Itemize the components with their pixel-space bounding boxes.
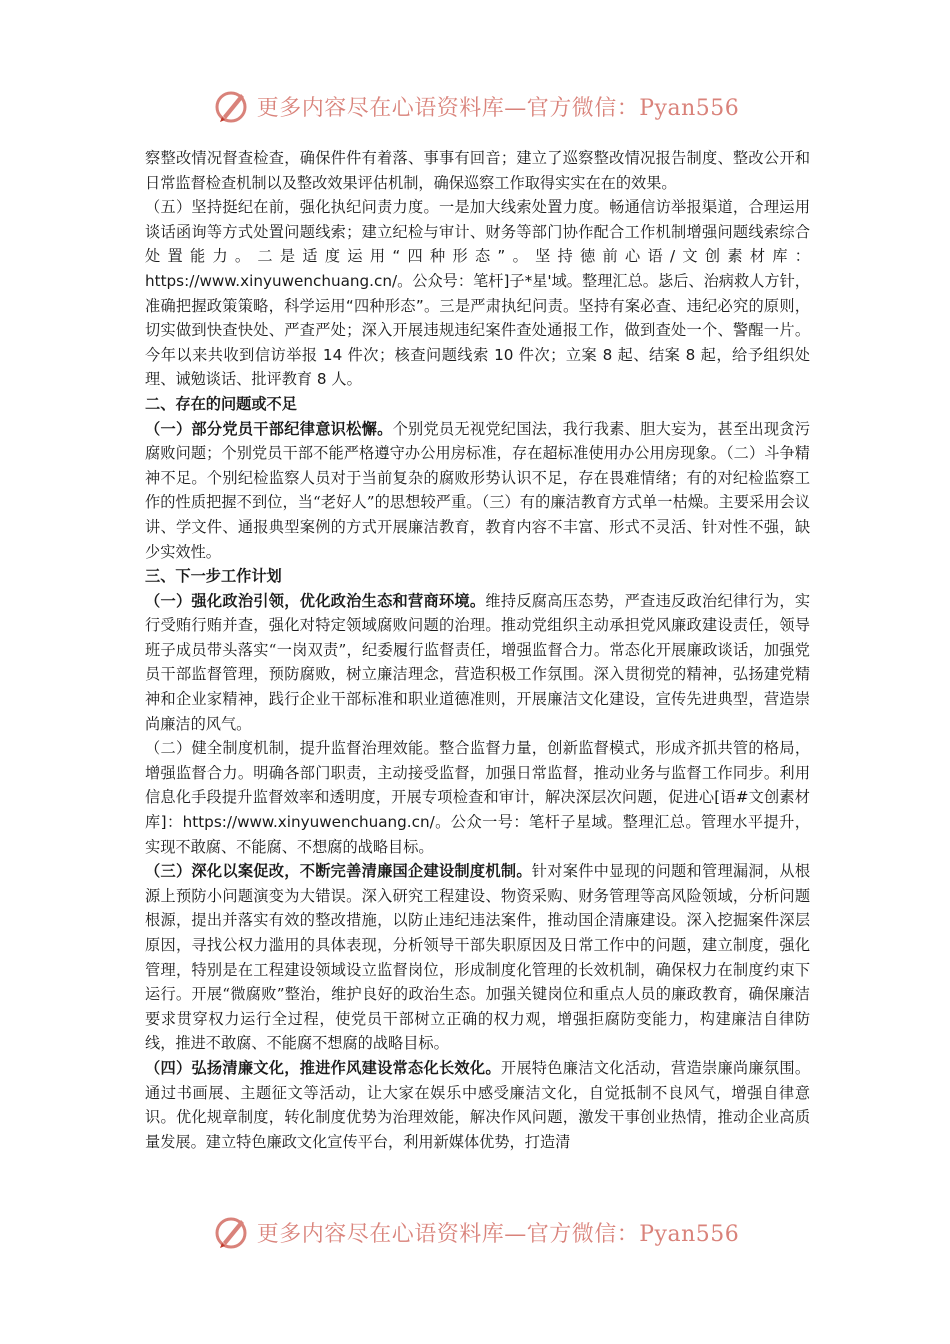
problems-text: 个别党员无视党纪国法，我行我素、胆大妄为，甚至出现贪污腐败问题；个别党员干部不能严格遵守办公用房标准，存在超标准使用办公用房现象。（二）斗争精神不足。个别纪检监察人员对于当前复杂的腐败形势认识不足，存在畏难情绪；有的对纪检监察工作的性质把握不到位，当“老好人”的思想较严重。（三）有的廉洁教育方式单一枯燥。主要采用会议讲、学文件、通报典型案例的方式开展廉洁教育，教育内容不丰富、形式不灵活、针对性不强，缺少实效性。 — [145, 419, 811, 561]
paragraph-rectification: 察整改情况督查检查，确保件件有着落、事事有回音；建立了巡察整改情况报告制度、整改公开和日常监督检查机制以及整改效果评估机制，确保巡察工作取得实实在在的效果。 — [145, 149, 810, 192]
political-guidance-text: 维持反腐高压态势，严查违反政治纪律行为，实行受贿行贿并查，强化对特定领域腐败问题的治理。推动党组织主动承担党风廉政建设责任，领导班子成员带头落实“一岗双责”，纪委履行监督责任，增强监督合力。常态化开展廉政谈话，加强党员干部监督管理，预防腐败，树立廉洁理念，营造积极工作氛围。深入贯彻党的精神，弘扬建党精神和企业家精神，践行企业干部标准和职业道德准则，开展廉洁文化建设，宣传先进典型，营造崇尚廉洁的风气。 — [145, 591, 811, 733]
case-reform-lead: （三）深化以案促改，不断完善清廉国企建设制度机制。 — [145, 862, 532, 881]
problems-lead: （一）部分党员干部纪律意识松懈。 — [145, 419, 393, 438]
watermark-text: 更多内容尽在心语资料库—官方微信：Pyan556 — [256, 95, 740, 121]
watermark-banner-bottom — [0, 1210, 950, 1254]
clean-culture-lead: （四）弘扬清廉文化，推进作风建设常态化长效化。 — [145, 1058, 501, 1077]
pen-logo-icon — [211, 1212, 251, 1252]
paragraph-clean-culture — [145, 1056, 810, 1154]
paragraph-case-reform — [145, 859, 810, 1056]
section-heading-next-plan: 三、下一步工作计划 — [145, 567, 282, 586]
paragraph-system-mechanism: （二）健全制度机制，提升监督治理效能。整合监督力量，创新监督模式，形成齐抓共管的格局，增强监督合力。明确各部门职责，主动接受监督，加强日常监督，推动业务与监督工作同步。利用信息化手段提升监督效率和透明度，开展专项检查和审计，解决深层次问题，促进心[语#文创素材库]：https://www.xinyuwenchuang.cn/。公众一号：笔杆子星域。整理汇总。管理水平提升，实现不敢腐、不能腐、不想腐的战略目标。 — [145, 739, 810, 856]
paragraph-political-guidance — [145, 589, 810, 737]
pen-logo-icon — [211, 86, 251, 126]
paragraph-problems — [145, 417, 810, 565]
clean-culture-text: 开展特色廉洁文化活动，营造崇廉尚廉氛围。通过书画展、主题征文等活动，让大家在娱乐中感受廉洁文化，自觉抵制不良风气，增强自律意识。优化规章制度，转化制度优势为治理效能，解决作风问题，激发干事创业热情，推动企业高质量发展。建立特色廉政文化宣传平台，利用新媒体优势，打造清 — [145, 1058, 811, 1151]
case-reform-text: 针对案件中显现的问题和管理漏洞，从根源上预防小问题演变为大错误。深入研究工程建设、物资采购、财务管理等高风险领域，分析问题根源，提出并落实有效的整改措施，以防止违纪违法案件，推动国企清廉建设。深入挖掘案件深层原因，寻找公权力滥用的具体表现，分析领导干部失职原因及日常工作中的问题，建立制度，强化管理，特别是在工程建设领域设立监督岗位，形成制度化管理的长效机制，确保权力在制度约束下运行。开展“微腐败”整治，维护良好的政治生态。加强关键岗位和重点人员的廉政教育，确保廉洁要求贯穿权力运行全过程，使党员干部树立正确的权力观，增强拒腐防变能力，构建廉洁自律防线，推进不敢腐、不能腐不想腐的战略目标。 — [145, 862, 811, 1053]
section-heading-problems: 二、存在的问题或不足 — [145, 394, 297, 413]
watermark-text: 更多内容尽在心语资料库—官方微信：Pyan556 — [256, 1221, 740, 1247]
political-guidance-lead: （一）强化政治引领，优化政治生态和营商环境。 — [145, 591, 486, 610]
watermark-banner-top — [0, 84, 950, 128]
paragraph-discipline-accountability: （五）坚持挺纪在前，强化执纪问责力度。一是加大线索处置力度。畅通信访举报渠道，合理运用谈话函询等方式处置问题线索；建立纪检与审计、财务等部门协作配合工作机制增强问题线索综合处置能力。二是适度运用“四种形态”。坚持徳前心语/文创素材库：https://www.xinyuwenchuang.cn/。公众号：笔杆]子*星'域。整理汇总。毖后、治病救人方针，准确把握政策策略，科学运用“四种形态”。三是严肃执纪问责。坚持有案必查、违纪必究的原则，切实做到快查快处、严查严处；深入开展违规违纪案件查处通报工作，做到查处一个、警醒一片。今年以来共收到信访举报 14 件次；核查问题线索 10 件次；立案 8 起、结案 8 起，给予组织处理、诫勉谈话、批评教育 8 人。 — [145, 198, 810, 389]
document-body — [145, 146, 810, 1154]
